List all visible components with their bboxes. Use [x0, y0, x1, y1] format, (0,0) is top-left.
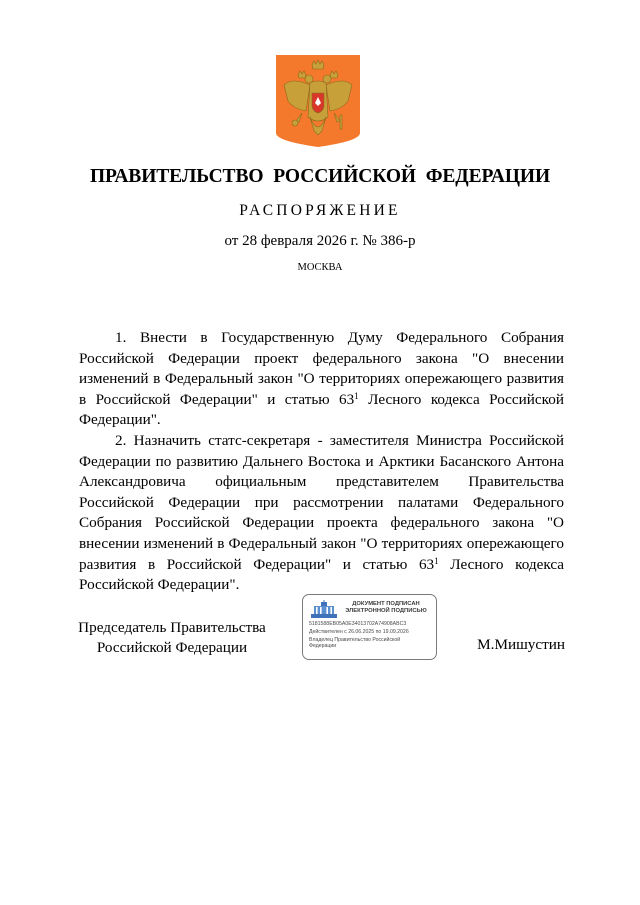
- signatory-position-line-1: Председатель Правительства: [78, 619, 266, 636]
- signatory-position: [72, 618, 272, 658]
- government-building-icon: [311, 600, 337, 618]
- stamp-title: [339, 601, 433, 615]
- stamp-certificate-number: 5181588EB05A0E34013702A74908ABC3: [309, 621, 407, 627]
- russian-coat-of-arms-icon: [276, 55, 360, 147]
- document-type: РАСПОРЯЖЕНИЕ: [239, 202, 401, 219]
- paragraph-item-1: [79, 328, 564, 431]
- signatory-position-line-2: Российской Федерации: [96, 639, 248, 656]
- electronic-signature-stamp: [302, 594, 437, 660]
- item-2-superscript: 1: [434, 555, 439, 566]
- coat-of-arms-emblem: [276, 55, 360, 147]
- item-1-text-end: Лесного кодекса Российской Федерации".: [79, 390, 564, 429]
- item-2-text: 2. Назначить статс-секретаря - заместителя Министра Российской Федерации по развитию Дальнего Востока и Арктики Басанского Антона Александровича официальным представителем Правительства Российской Федерации при рассмотрении палатами Федерального Собрания Российской Федерации проекта федерального закона "О внесении изменений в Федеральный закон "О территориях опережающего развития в Российской Федерации" и статью 63: [79, 431, 564, 573]
- document-body: [79, 328, 564, 596]
- stamp-owner-line-2: Федерации: [309, 643, 337, 649]
- item-1-text: 1. Внести в Государственную Думу Федерального Собрания Российской Федерации проект федерального закона "О внесении изменений в Федеральный закон "О территориях опережающего развития в Российской Федерации" и статью 63: [79, 329, 564, 408]
- stamp-owner-line-1: Владелец Правительство Российской: [309, 637, 401, 643]
- organization-title: ПРАВИТЕЛЬСТВО РОССИЙСКОЙ ФЕДЕРАЦИИ: [89, 166, 551, 187]
- document-city: МОСКВА: [297, 262, 343, 273]
- stamp-title-line-1: ДОКУМЕНТ ПОДПИСАН: [352, 601, 420, 607]
- paragraph-item-2: [79, 431, 564, 596]
- stamp-title-line-2: ЭЛЕКТРОННОЙ ПОДПИСЬЮ: [345, 608, 427, 614]
- item-1-superscript: 1: [354, 390, 359, 401]
- stamp-validity: Действителен с 26.06.2025 по 19.09.2026: [309, 629, 409, 635]
- document-date-number: от 28 февраля 2026 г. № 386-р: [224, 233, 416, 249]
- signatory-name: М.Мишустин: [477, 636, 565, 653]
- item-2-text-end: Лесного кодекса Российской Федерации".: [79, 555, 565, 594]
